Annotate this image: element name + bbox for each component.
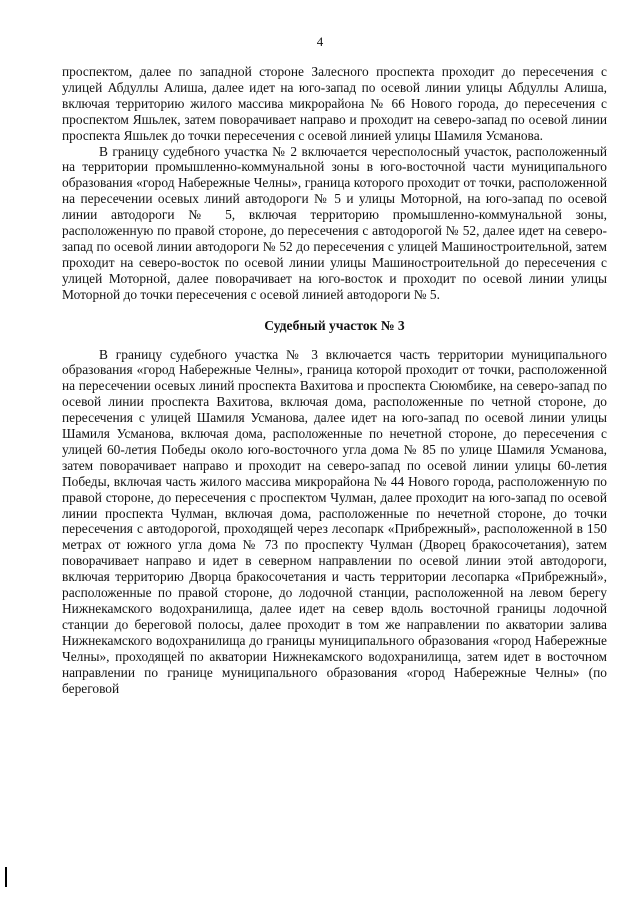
margin-mark <box>5 867 7 887</box>
document-body <box>62 64 607 696</box>
paragraph-section-2: В границу судебного участка № 2 включается чересполосный участок, расположенный на территории промышленно-коммунальной зоны в юго-восточной части муниципального образования «город Набережные Челны», граница которого проходит от точки, расположенной на пересечении осевых линий автодороги № 5 и улицы Моторной, на юго-запад по осевой линии автодороги № 5, включая территорию промышленно-коммунальной зоны, расположенную по правой стороне, до пересечения с автодорогой № 52, далее идет на северо-запад по осевой линии автодороги № 52 до пересечения с улицей Машиностроительной, затем проходит на северо-восток по осевой линии улицы Машиностроительной до пересечения с улицей Моторной, далее поворачивает на юго-восток и проходит по осевой линии улицы Моторной до точки пересечения с осевой линией автодороги № 5. <box>62 143 607 302</box>
section-heading: Судебный участок № 3 <box>264 317 405 333</box>
paragraph-section-3: В границу судебного участка № 3 включается часть территории муниципального образования «город Набережные Челны», граница которой проходит от точки, расположенной на пересечении осевых линий проспекта Вахитова и проспекта Сююмбике, на северо-запад по осевой линии проспекта Вахитова, включая дома, расположенные по четной стороне, до пересечения с улицей Шамиля Усманова, далее идет на юго-запад по осевой линии улицы Шамиля Усманова, включая дома, расположенные по нечетной стороне, до пересечения с улицей 60-летия Победы около юго-восточного угла дома № 85 по улице Шамиля Усманова, затем поворачивает направо и проходит на северо-запад по осевой линии улицы 60-летия Победы, включая часть жилого массива микрорайона № 44 Нового города, расположенную по правой стороне, до пересечения с проспектом Чулман, далее проходит на юго-запад по осевой линии проспекта Чулман, включая дома, расположенные по нечетной стороне, до точки пересечения с автодорогой, проходящей через лесопарк «Прибрежный», расположенной в 150 метрах от южного угла дома № 73 по проспекту Чулман (Дворец бракосочетания), затем поворачивает направо и идет в северном направлении по осевой линии этой автодороги, включая территорию Дворца бракосочетания и часть территории лесопарка «Прибрежный», расположенные по правой стороне, до лодочной станции, расположенной на левом берегу Нижнекамского водохранилища, далее идет на север вдоль восточной границы лодочной станции до береговой полосы, далее проходит в том же направлении по акватории залива Нижнекамского водохранилища до границы муниципального образования «город Набережные Челны», проходящей по акватории Нижнекамского водохранилища, затем идет в восточном направлении по границе муниципального образования «город Набережные Челны» (по береговой <box>62 346 607 696</box>
page-number: 4 <box>316 34 324 49</box>
paragraph-continuation: проспектом, далее по западной стороне Залесного проспекта проходит до пересечения с улицей Абдуллы Алиша, далее идет на юго-запад по осевой линии улицы Абдуллы Алиша, включая территорию жилого массива микрорайона № 66 Нового города, до пересечения с проспектом Яшьлек, затем поворачивает направо и проходит на северо-запад по осевой линии проспекта Яшьлек до точки пересечения с осевой линией улицы Шамиля Усманова. <box>62 64 607 143</box>
